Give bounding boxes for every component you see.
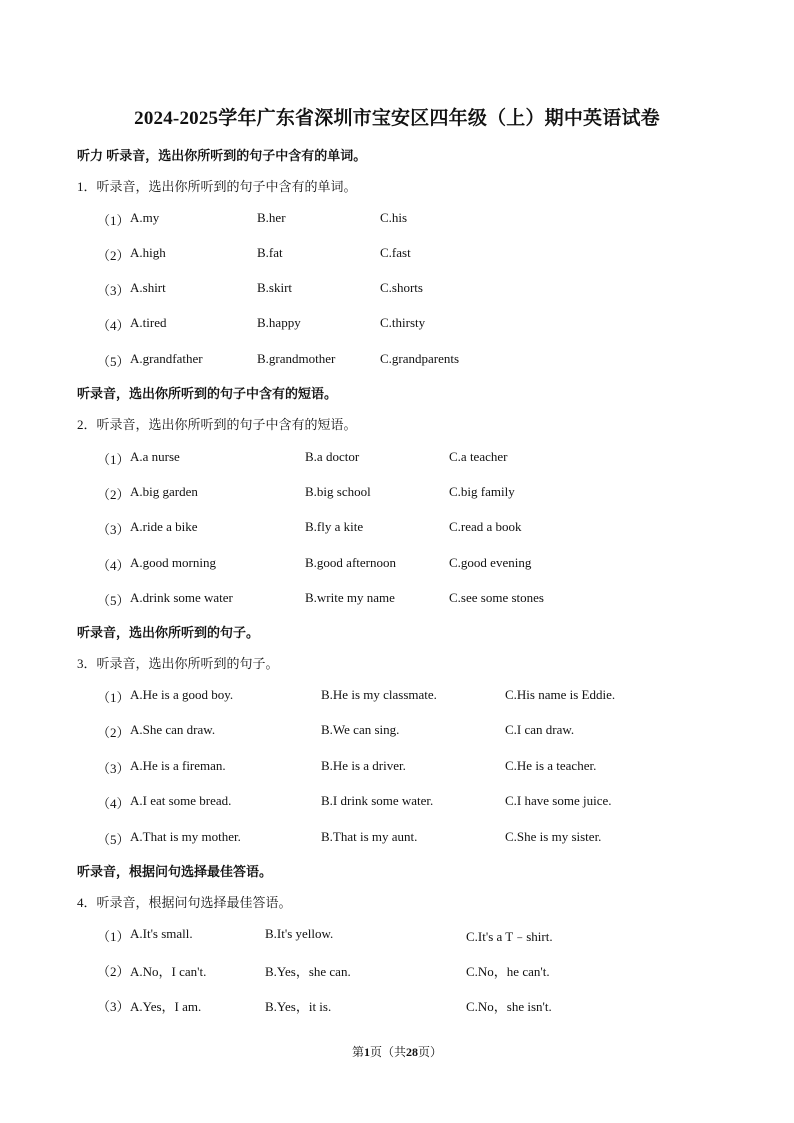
item-number: （4） (97, 796, 130, 811)
option-a: A.drink some water (130, 590, 233, 605)
question-stem: 3．听录音，选出你所听到的句子。 (77, 656, 279, 671)
item-number: （3） (97, 522, 130, 537)
option-c: C.grandparents (380, 351, 460, 366)
option-c: C.I can draw. (505, 722, 575, 737)
page-number: 1 (363, 1045, 370, 1059)
item-number: （5） (97, 832, 130, 847)
item-number: （4） (97, 318, 130, 333)
item-number: （2） (97, 725, 130, 740)
option-c: C.I have some juice. (505, 793, 612, 808)
option-c: C.big family (449, 484, 515, 499)
option-b: B.Yes，it is. (265, 999, 332, 1014)
option-c: C.his (380, 210, 408, 225)
option-c: C.thirsty (380, 315, 426, 330)
item-number: （2） (97, 487, 130, 502)
section-heading: 听力 听录音，选出你所听到的句子中含有的单词。 (77, 148, 367, 163)
option-c: C.read a book (449, 519, 522, 534)
item-number: （1） (97, 213, 130, 228)
option-c: C.She is my sister. (505, 829, 602, 844)
section-heading: 听录音，选出你所听到的句子中含有的短语。 (77, 386, 338, 401)
option-a: A.He is a good boy. (130, 687, 234, 702)
option-a: A.I eat some bread. (130, 793, 232, 808)
footer-mid: 页（共 (369, 1045, 406, 1059)
option-b: B.It's yellow. (265, 926, 334, 941)
footer-prefix: 第 (351, 1045, 364, 1059)
item-number: （3） (97, 999, 130, 1014)
option-b: B.He is a driver. (321, 758, 406, 773)
question-stem: 1．听录音，选出你所听到的句子中含有的单词。 (77, 179, 357, 194)
option-b: B.Yes，she can. (265, 964, 351, 979)
option-a: A.my (130, 210, 160, 225)
item-number: （2） (97, 964, 130, 979)
section-heading: 听录音，根据问句选择最佳答语。 (77, 864, 273, 879)
page-total: 28 (406, 1045, 418, 1059)
option-b: B.a doctor (305, 449, 360, 464)
option-b: B.big school (305, 484, 371, 499)
option-c: C.No，he can't. (466, 964, 550, 979)
option-a: A.good morning (130, 555, 216, 570)
option-c: C.No，she isn't. (466, 999, 552, 1014)
option-b: B.That is my aunt. (321, 829, 418, 844)
option-a: A.shirt (130, 280, 166, 295)
item-number: （5） (97, 354, 130, 369)
item-number: （1） (97, 929, 130, 944)
option-b: B.fat (257, 245, 283, 260)
item-number: （3） (97, 283, 130, 298)
option-c: C.shorts (380, 280, 423, 295)
option-c: C.good evening (449, 555, 532, 570)
section-heading: 听录音，选出你所听到的句子。 (77, 625, 260, 640)
item-number: （5） (97, 593, 130, 608)
option-b: B.skirt (257, 280, 293, 295)
option-a: A.No，I can't. (130, 964, 207, 979)
option-c: C.fast (380, 245, 411, 260)
option-b: B.her (257, 210, 286, 225)
question-stem: 2．听录音，选出你所听到的句子中含有的短语。 (77, 417, 357, 432)
option-c: C.His name is Eddie. (505, 687, 616, 702)
option-a: A.high (130, 245, 166, 260)
option-c: C.a teacher (449, 449, 508, 464)
option-a: A.That is my mother. (130, 829, 241, 844)
option-b: B.grandmother (257, 351, 336, 366)
page-footer (0, 1043, 794, 1060)
question-stem: 4．听录音，根据问句选择最佳答语。 (77, 895, 292, 910)
option-a: A.He is a fireman. (130, 758, 226, 773)
option-a: A.Yes，I am. (130, 999, 202, 1014)
option-a: A.a nurse (130, 449, 180, 464)
option-a: A.tired (130, 315, 167, 330)
option-b: B.write my name (305, 590, 395, 605)
option-a: A.big garden (130, 484, 198, 499)
footer-suffix: 页） (418, 1045, 443, 1059)
item-number: （4） (97, 558, 130, 573)
item-number: （1） (97, 452, 130, 467)
option-b: B.We can sing. (321, 722, 400, 737)
item-number: （1） (97, 690, 130, 705)
option-b: B.I drink some water. (321, 793, 434, 808)
option-c: C.He is a teacher. (505, 758, 597, 773)
option-a: A.ride a bike (130, 519, 198, 534)
option-b: B.happy (257, 315, 301, 330)
option-b: B.He is my classmate. (321, 687, 437, 702)
item-number: （2） (97, 248, 130, 263)
page-title: 2024-2025学年广东省深圳市宝安区四年级（上）期中英语试卷 (134, 108, 660, 129)
option-b: B.fly a kite (305, 519, 364, 534)
option-a: A.grandfather (130, 351, 203, 366)
item-number: （3） (97, 761, 130, 776)
option-c: C.It's a T﹣shirt. (466, 929, 553, 944)
option-c: C.see some stones (449, 590, 544, 605)
option-b: B.good afternoon (305, 555, 396, 570)
option-a: A.She can draw. (130, 722, 216, 737)
option-a: A.It's small. (130, 926, 193, 941)
